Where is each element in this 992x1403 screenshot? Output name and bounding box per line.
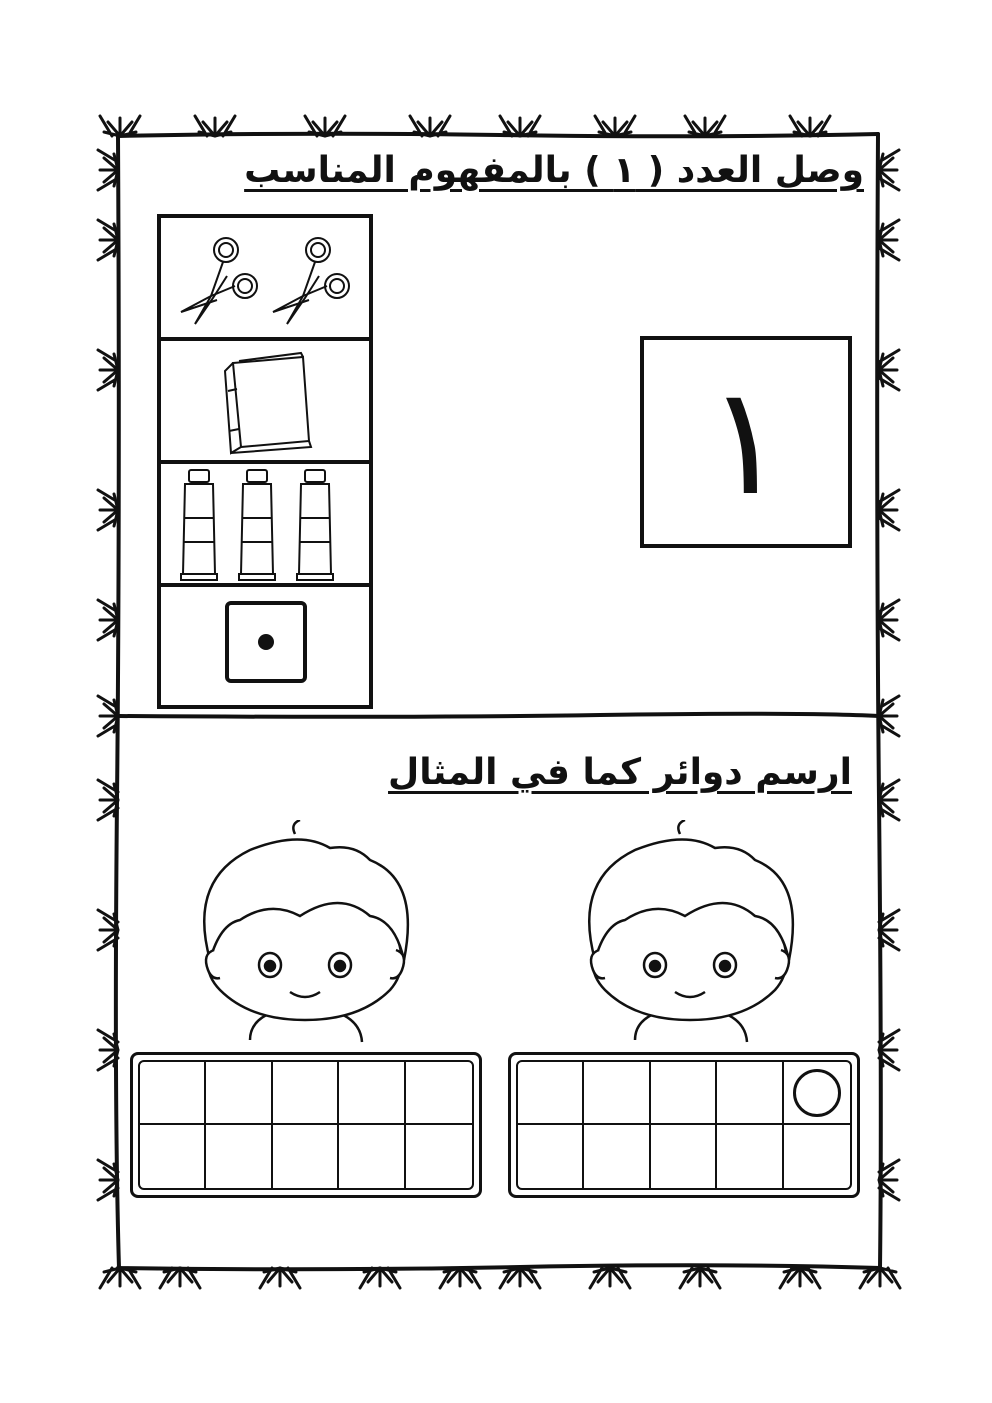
drawn-circle [793,1069,841,1117]
ten-frame-cell[interactable] [717,1062,783,1125]
paint-tube-icon [161,464,369,587]
grass-tuft-icon [879,1160,899,1200]
ten-frame-cell[interactable] [784,1062,850,1125]
ten-frame-cell[interactable] [784,1125,850,1188]
grass-tuft-icon [305,116,345,136]
ten-frame-cell[interactable] [140,1062,206,1125]
grass-tuft-icon [500,1268,540,1288]
grass-tuft-icon [98,1160,118,1200]
grass-tuft-icon [195,116,235,136]
grass-tuft-icon [440,1268,480,1288]
grass-tuft-icon [879,150,899,190]
grass-tuft-icon [879,600,899,640]
book-icon [161,341,369,464]
section2-title: ارسم دوائر كما في المثال [388,752,852,793]
dot-card-icon [161,587,369,710]
grass-tuft-icon [879,780,899,820]
grass-tuft-icon [790,116,830,136]
grass-tuft-icon [590,1268,630,1288]
grass-tuft-icon [879,696,899,736]
grass-tuft-icon [879,350,899,390]
ten-frame-cell[interactable] [518,1062,584,1125]
ten-frame-blank[interactable] [130,1052,482,1198]
grass-tuft-icon [860,1268,900,1288]
grass-tuft-icon [500,116,540,136]
grass-tuft-icon [879,220,899,260]
option-paint-tubes[interactable] [161,464,369,587]
ten-frame-cell[interactable] [339,1062,405,1125]
ten-frame-example [508,1052,860,1198]
option-book[interactable] [161,341,369,464]
grass-tuft-icon [98,696,118,736]
option-scissors[interactable] [161,218,369,341]
grass-tuft-icon [98,1030,118,1070]
grass-tuft-icon [100,116,140,136]
section1-title: وصل العدد ( ١ ) بالمفهوم المناسب [244,150,864,191]
ten-frame-cell[interactable] [406,1062,472,1125]
boy-icon [565,820,815,1060]
number-box [640,336,852,548]
grass-tuft-icon [98,150,118,190]
option-dot-card[interactable] [161,587,369,710]
ten-frame-cell[interactable] [717,1125,783,1188]
ten-frame-cell[interactable] [518,1125,584,1188]
grass-tuft-icon [98,600,118,640]
grass-tuft-icon [879,910,899,950]
ten-frame-cell[interactable] [206,1125,272,1188]
concept-options-column [157,214,373,709]
grass-tuft-icon [260,1268,300,1288]
ten-frame-cell[interactable] [651,1062,717,1125]
grass-tuft-icon [879,1030,899,1070]
ten-frame-cell[interactable] [140,1125,206,1188]
ten-frame-cell[interactable] [584,1125,650,1188]
grass-tuft-icon [100,1268,140,1288]
grass-tuft-icon [98,220,118,260]
grass-tuft-icon [98,910,118,950]
grass-tuft-icon [98,350,118,390]
grass-tuft-icon [780,1268,820,1288]
ten-frame-cell[interactable] [584,1062,650,1125]
grass-tuft-icon [879,490,899,530]
boy-icon [180,820,430,1060]
grass-tuft-icon [595,116,635,136]
scissors-icon [161,218,369,341]
number-one: ١ [705,355,787,529]
grass-tuft-icon [160,1268,200,1288]
ten-frame-cell[interactable] [339,1125,405,1188]
grass-tuft-icon [98,490,118,530]
ten-frame-cell[interactable] [206,1062,272,1125]
ten-frame-cell[interactable] [273,1062,339,1125]
ten-frame-cell[interactable] [406,1125,472,1188]
ten-frame-cell[interactable] [651,1125,717,1188]
grass-tuft-icon [680,1268,720,1288]
ten-frame-cell[interactable] [273,1125,339,1188]
grass-tuft-icon [98,780,118,820]
grass-tuft-icon [685,116,725,136]
grass-tuft-icon [360,1268,400,1288]
grass-tuft-icon [410,116,450,136]
